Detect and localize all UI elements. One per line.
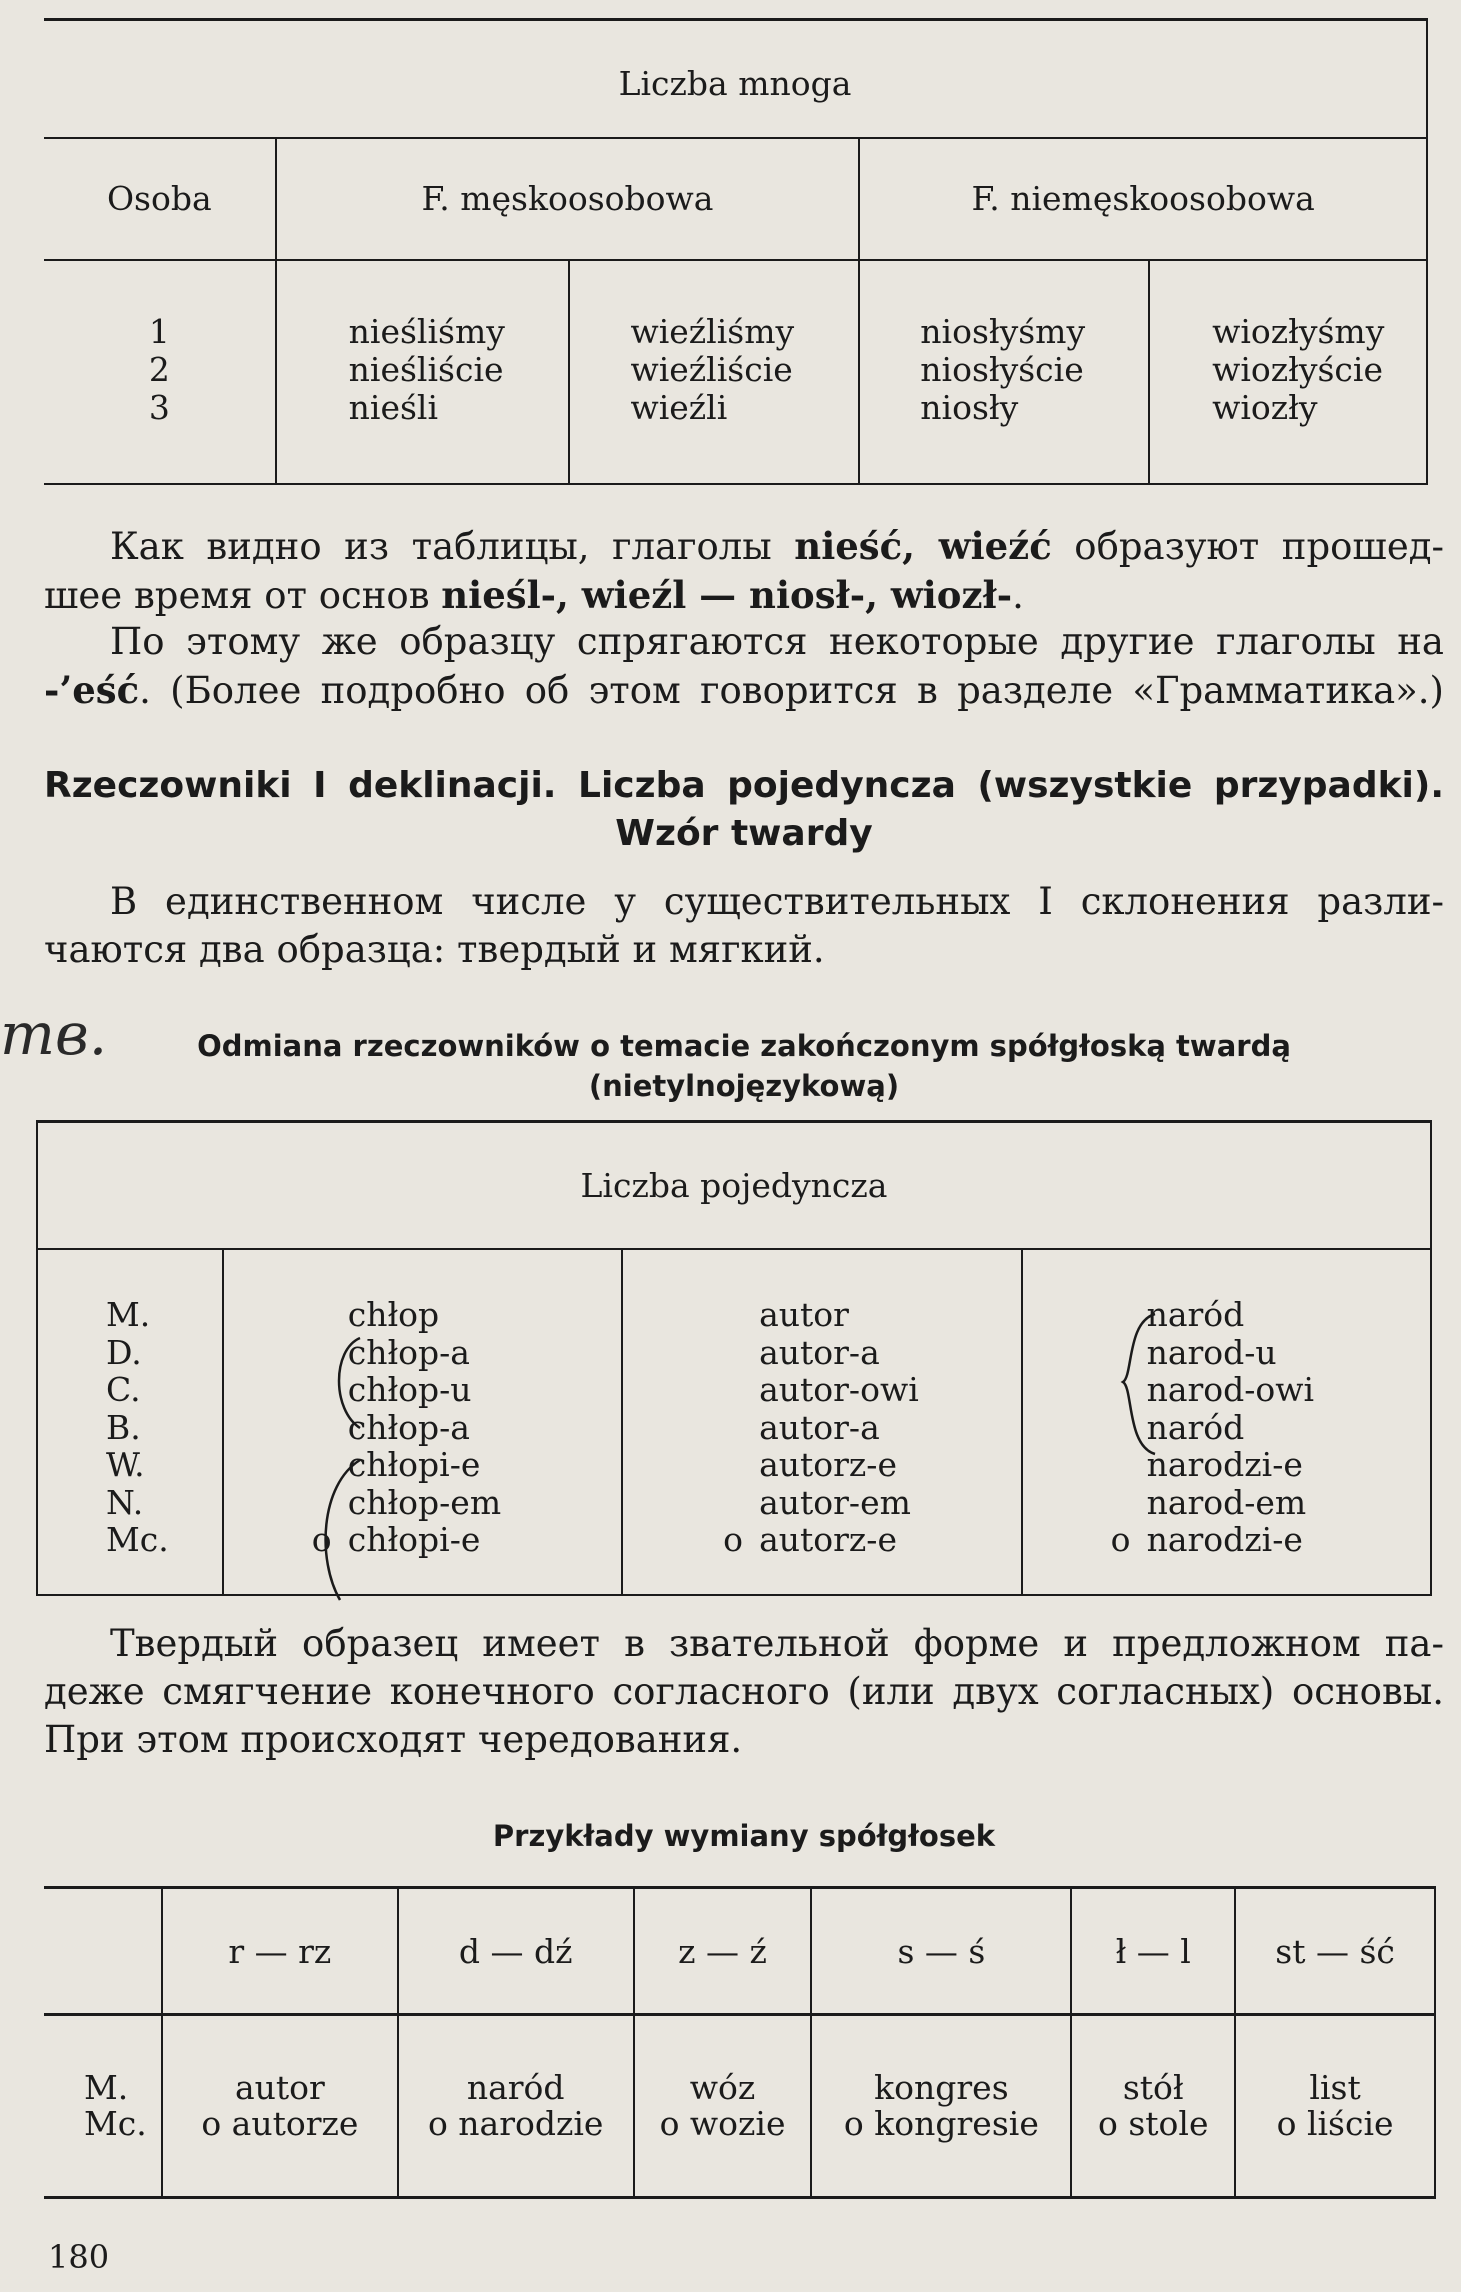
- table1-header-nonmasc: F. niemęskoosobowa: [859, 138, 1427, 260]
- case-labels: [37, 1249, 223, 1595]
- consonant-alternation-table: [44, 1886, 1436, 2199]
- heading-line: Wzór twardy: [615, 813, 873, 854]
- page-number: 180: [48, 2238, 110, 2276]
- table1-title: Liczba mnoga: [44, 20, 1427, 138]
- case-label: M.: [106, 1295, 151, 1334]
- verb-form: wieźliśmy: [630, 311, 795, 351]
- heading-line: Rzeczowniki I deklinacji. Liczba pojedyncza (wszystkie przypadki).: [44, 765, 1444, 806]
- table2-caption: [44, 1026, 1444, 1106]
- text: Как видно из таблицы, глаголы: [110, 525, 795, 568]
- table2-col-narod: [1022, 1249, 1431, 1595]
- case-label: M.: [84, 2068, 129, 2107]
- example-cell: naród o narodzie: [398, 2015, 634, 2198]
- text: В единственном числе у существительных I склонения разли-: [110, 880, 1444, 923]
- text: По этому же образцу спрягаются некоторые другие глаголы на: [110, 620, 1444, 663]
- noun-form: autorz-e: [759, 1445, 897, 1484]
- case-label: D.: [106, 1332, 142, 1372]
- noun-form: chłop-u: [347, 1370, 472, 1409]
- alternation-header: st — ść: [1235, 1888, 1435, 2015]
- alternation-header: d — dź: [398, 1888, 634, 2015]
- verb-form: wieźli: [630, 387, 728, 427]
- verb-form: wiozłyśmy: [1212, 311, 1385, 351]
- conjugation-table: [44, 18, 1428, 485]
- noun-form: chłop-a: [347, 1332, 470, 1372]
- example-cell: autor o autorze: [162, 2015, 398, 2198]
- noun-form: autor: [759, 1295, 849, 1334]
- person-number: 1: [148, 311, 170, 351]
- case-label: N.: [106, 1482, 144, 1522]
- text: шее время от основ: [44, 574, 442, 617]
- paragraph-verb-stems: [44, 522, 1444, 620]
- verb-form: nieśliśmy: [348, 311, 505, 351]
- handwritten-note: тв.: [0, 1000, 108, 1068]
- table1-header-person: Osoba: [44, 138, 276, 260]
- noun-form: chłop: [347, 1295, 440, 1334]
- alternation-header: s — ś: [811, 1888, 1071, 2015]
- case-label: C.: [106, 1370, 141, 1409]
- example-cell: kongres o kongresie: [811, 2015, 1071, 2198]
- table1-col-niesc-nonmasc: [859, 260, 1149, 484]
- noun-form: o chłopi-e: [311, 1520, 481, 1559]
- caption-line: Odmiana rzeczowników o temacie zakończonym spółgłoską twardą: [197, 1029, 1291, 1063]
- noun-form: o autorz-e: [723, 1520, 897, 1559]
- case-label: Mc.: [84, 2104, 147, 2143]
- declension-table: [36, 1120, 1432, 1596]
- bracket-marks: [312, 1310, 372, 1610]
- table2-col-autor: [622, 1249, 1021, 1595]
- section-heading: [44, 762, 1444, 858]
- noun-form: autor-a: [759, 1407, 880, 1447]
- verb-form: niosłyście: [920, 349, 1084, 389]
- table3-caption: Przykłady wymiany spółgłosek: [492, 1819, 996, 1853]
- bold-term: nieść, wieźć: [794, 524, 1052, 568]
- noun-form: naród: [1146, 1295, 1245, 1334]
- verb-form: niosły: [920, 387, 1019, 427]
- paragraph-hard-pattern: [44, 1620, 1444, 1764]
- noun-form: autor-a: [759, 1332, 880, 1372]
- noun-form: autor-owi: [759, 1370, 919, 1409]
- bold-term: nieśl-, wieźl — niosł-, wiozł-: [441, 573, 1013, 617]
- table2-title: Liczba pojedyncza: [37, 1122, 1431, 1250]
- caption-line: (nietylnojęzykową): [588, 1069, 900, 1103]
- noun-form: narod-u: [1146, 1332, 1277, 1372]
- noun-form: chłop-em: [347, 1482, 502, 1522]
- text: .: [1012, 574, 1024, 617]
- verb-form: wiozłyście: [1212, 349, 1383, 389]
- text: При этом происходят чередования.: [44, 1718, 743, 1761]
- text: Твердый образец имеет в звательной форме и предложном па-: [110, 1622, 1444, 1665]
- noun-form: narodzi-e: [1146, 1445, 1303, 1484]
- verb-form: niosłyśmy: [920, 311, 1086, 351]
- verb-form: wieźliście: [630, 349, 793, 389]
- bracket-marks: [1111, 1306, 1161, 1466]
- text: деже смягчение конечного согласного (или двух согласных) основы.: [44, 1670, 1444, 1713]
- table1-persons: [44, 260, 276, 484]
- table3-corner: [44, 1888, 162, 2015]
- text: образуют прошед-: [1051, 525, 1444, 568]
- verb-form: wiozły: [1212, 387, 1318, 427]
- noun-form: chłopi-e: [347, 1445, 481, 1484]
- person-number: 3: [148, 387, 170, 427]
- text: . (Более подробно об этом говорится в разделе «Грамматика».): [139, 669, 1444, 712]
- person-number: 2: [148, 349, 170, 389]
- noun-form: chłop-a: [347, 1407, 470, 1447]
- table3-case-labels: [44, 2015, 162, 2198]
- table2-col-chlop: [223, 1249, 622, 1595]
- noun-form: naród: [1146, 1407, 1245, 1447]
- text: чаются два образца: твердый и мягкий.: [44, 928, 825, 971]
- example-cell: wóz o wozie: [634, 2015, 812, 2198]
- alternation-header: z — ź: [634, 1888, 812, 2015]
- alternation-header: ł — l: [1071, 1888, 1235, 2015]
- bold-term: -’eść: [44, 668, 140, 712]
- alternation-header: r — rz: [162, 1888, 398, 2015]
- noun-form: narod-owi: [1146, 1370, 1315, 1409]
- case-label: B.: [106, 1407, 141, 1447]
- example-cell: stół o stole: [1071, 2015, 1235, 2198]
- case-label: Mc.: [106, 1520, 169, 1559]
- verb-form: nieśliście: [348, 349, 504, 389]
- paragraph-similar-verbs: [44, 618, 1444, 715]
- noun-form: o narodzi-e: [1110, 1520, 1303, 1559]
- table1-col-wiezc-masc: [569, 260, 859, 484]
- table1-col-wiezc-nonmasc: [1149, 260, 1427, 484]
- noun-form: autor-em: [759, 1482, 911, 1522]
- verb-form: nieśli: [348, 387, 439, 427]
- table1-header-masc: F. męskoosobowa: [276, 138, 860, 260]
- case-label: W.: [106, 1445, 145, 1484]
- example-cell: list o liście: [1235, 2015, 1435, 2198]
- paragraph-two-patterns: [44, 878, 1444, 974]
- table1-col-niesc-masc: [276, 260, 570, 484]
- noun-form: narod-em: [1146, 1482, 1307, 1522]
